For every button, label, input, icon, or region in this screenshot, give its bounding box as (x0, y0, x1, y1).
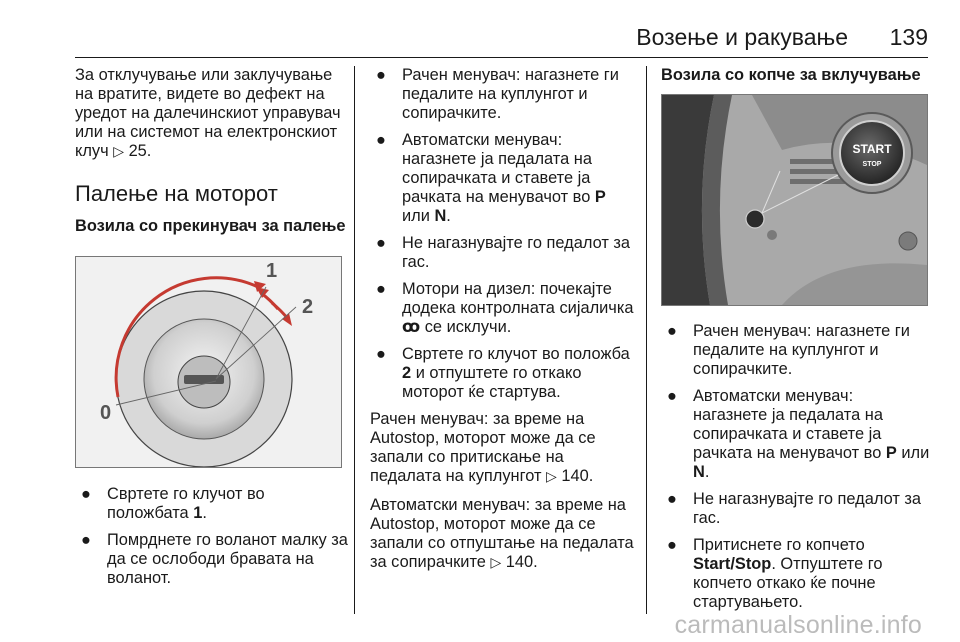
bullet-icon: ● (81, 531, 91, 549)
bullet-icon: ● (376, 345, 386, 363)
bullet-icon: ● (81, 485, 91, 503)
paragraph: Рачен менувач: за време на Autostop, моторот може да се запали со притискање на педалата на куплунгот ▷ 140. (370, 410, 596, 485)
header-rule (75, 57, 928, 58)
intro-paragraph: За отклучување или заклучување на вратите, видете во дефект на уредот на далечинскиот управувач или на системот на електронскиот клуч ▷ 25. (75, 66, 341, 160)
section-title: Палење на моторот (75, 181, 278, 206)
start-stop-button-figure (661, 94, 928, 306)
bullet-icon: ● (376, 234, 386, 252)
bullet-icon: ● (667, 536, 677, 554)
page-reference[interactable]: 25. (128, 142, 152, 160)
list-item: ● Свртете го клучот во положбата 1. (81, 485, 265, 522)
column-1 (75, 66, 350, 596)
subsection-title: Возила со прекинувач за палење (75, 217, 346, 235)
bullet-icon: ● (376, 66, 386, 84)
position-label-1: 1 (266, 260, 278, 282)
column-3 (661, 66, 931, 620)
list-item: ● Притиснете го копчето Start/Stop. Отпуштете го копчето откако ќе почне стартувањето. (667, 536, 883, 611)
ignition-switch-figure (75, 256, 342, 468)
bullet-icon: ● (667, 322, 677, 340)
watermark: carmanualsonline.info (674, 611, 922, 639)
list-item: ● Рачен менувач: нагазнете ги педалите на куплунгот и сопирачките. (376, 66, 619, 122)
list-item: ● Не нагазнувајте го педалот за гас. (376, 234, 631, 271)
reference-arrow-icon: ▷ (546, 468, 557, 484)
column-divider (354, 66, 355, 614)
page-reference[interactable]: 140. (561, 467, 594, 485)
section-title: Возила со копче за вклучување (661, 66, 921, 84)
bullet-icon: ● (376, 280, 386, 298)
list-item: ● Помрднете го воланот малку за да се ослободи бравата на воланот. (81, 531, 348, 587)
position-label-0: 0 (100, 402, 112, 424)
column-divider (646, 66, 647, 614)
page-number: 139 (889, 24, 928, 50)
start-label: START (852, 142, 892, 156)
bullet-icon: ● (667, 490, 677, 508)
bullet-list (75, 485, 350, 588)
bullet-list (370, 66, 638, 402)
header-title: Возење и ракување (636, 24, 848, 50)
list-item: ● Мотори на дизел: почекајте додека контролната сијаличка ꝏ се исклучи. (376, 280, 634, 336)
glow-plug-icon: ꝏ (402, 318, 421, 336)
list-item: ● Автоматски менувач: нагазнете ја педалата на сопирачката и ставете ја рачката на менувачот во P или N. (376, 131, 606, 225)
paragraph: Автоматски менувач: за време на Autostop, моторот може да се запали со отпуштање на педалата за сопирачките ▷ 140. (370, 496, 634, 571)
bullet-icon: ● (376, 131, 386, 149)
stop-label: STOP (862, 161, 882, 168)
list-item: ● Рачен менувач: нагазнете ги педалите на куплунгот и сопирачките. (667, 322, 910, 378)
list-item: ● Свртете го клучот во положба 2 и отпуштете го откако моторот ќе стартува. (376, 345, 630, 401)
page-reference[interactable]: 140. (505, 553, 538, 571)
column-2 (370, 66, 638, 582)
position-label-2: 2 (302, 296, 314, 318)
list-item: ● Автоматски менувач: нагазнете ја педалата на сопирачката и ставете ја рачката на менувачот во P или N. (667, 387, 930, 481)
page-header (75, 0, 928, 58)
bullet-icon: ● (667, 387, 677, 405)
reference-arrow-icon: ▷ (113, 143, 124, 159)
list-item: ● Не нагазнувајте го педалот за гас. (667, 490, 922, 527)
reference-arrow-icon: ▷ (490, 554, 502, 570)
bullet-list (661, 322, 931, 612)
